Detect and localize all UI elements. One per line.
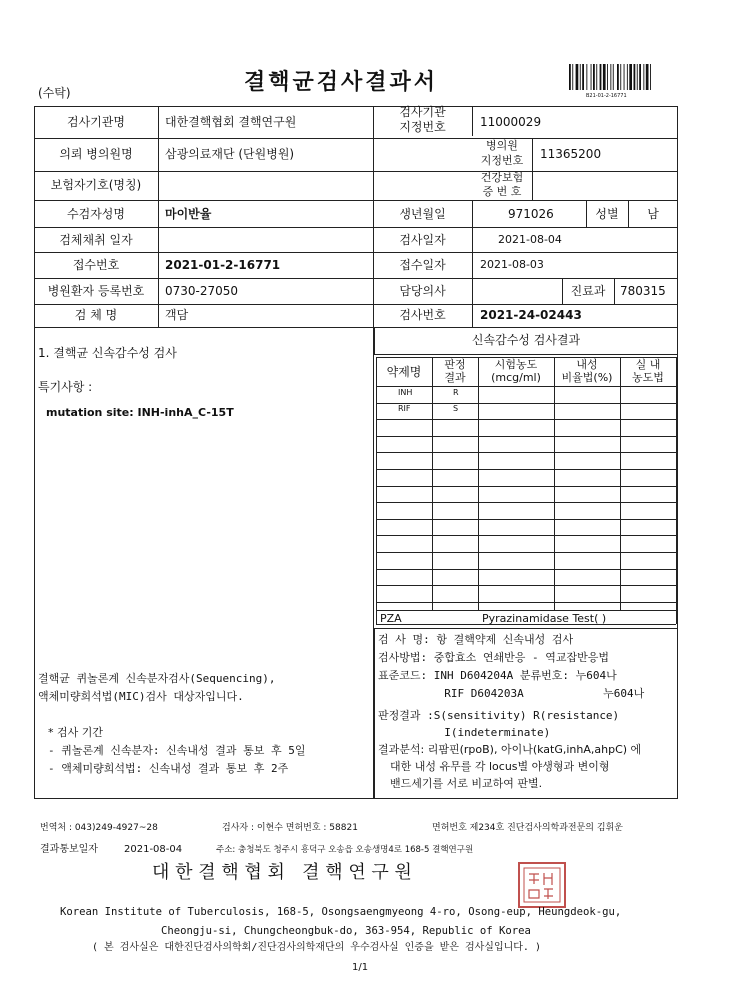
footer-examiner: 검사자 : 이현수 면허번호 : 58821 <box>222 823 358 833</box>
specimen-value: 객담 <box>165 308 189 322</box>
test-date-value: 2021-08-04 <box>498 233 562 246</box>
grid-line <box>554 357 555 610</box>
official-seal-icon <box>516 860 568 910</box>
reg-no-value: 0730-27050 <box>165 284 239 298</box>
test-date-label: 검사일자 <box>399 233 446 247</box>
hospital-label: 의뢰 병의원명 <box>59 147 133 161</box>
grid-line <box>376 486 676 487</box>
col-conc-2: (mcg/ml) <box>491 371 541 384</box>
barcode <box>568 64 674 92</box>
col-conc-1: 시험농도 <box>494 358 538 371</box>
col-ratio-1: 내성 <box>576 358 598 371</box>
note-line-2: 액체미량희석법(MIC)검사 대상자입니다. <box>38 690 244 703</box>
birth-value: 971026 <box>508 207 554 221</box>
dept-value: 780315 <box>620 284 666 298</box>
sex-value: 남 <box>647 207 659 221</box>
footer-en-line-1: Korean Institute of Tuberculosis, 168-5, Osongsaengmyeong 4-ro, Osong-eup, Heungdeok-gu, <box>60 906 622 918</box>
judge-rif: S <box>453 404 459 413</box>
grid-line <box>376 569 676 570</box>
grid-line <box>376 552 676 553</box>
grid-line <box>376 585 676 586</box>
insurance-no-label-2: 증 번 호 <box>482 185 522 198</box>
judge-line-2: I(indeterminate) <box>378 726 551 739</box>
method-code-1: 표준코드: INH D604204A 분류번호: 누604나 <box>378 669 617 682</box>
analysis-line-2: 대한 내성 유무를 각 locus별 야생형과 변이형 <box>390 760 610 773</box>
patient-value: 마이반율 <box>165 207 212 221</box>
sex-label: 성별 <box>595 207 619 221</box>
grid-line <box>376 602 676 603</box>
reg-no-label: 병원환자 등록번호 <box>47 284 145 298</box>
drug-rif: RIF <box>398 404 411 413</box>
judge-inh: R <box>453 388 459 397</box>
footer-en-line-2: Cheongju-si, Chungcheongbuk-do, 363-954, Republic of Korea <box>161 925 531 937</box>
method-code-2: RIF D604203A 누604나 <box>378 687 645 700</box>
mutation-site: mutation site: INH-inhA_C-15T <box>46 406 234 419</box>
pza-label: PZA <box>380 612 402 625</box>
specimen-label: 검 체 명 <box>74 308 118 322</box>
period-title: * 검사 기간 <box>48 726 103 739</box>
grid-line <box>376 403 676 404</box>
results-title: 신속감수성 검사결과 <box>471 333 581 347</box>
method-method: 검사방법: 중합효소 연쇄반응 - 역교잡반응법 <box>378 651 610 664</box>
grid-line <box>376 386 676 387</box>
birth-label: 생년월일 <box>399 207 446 221</box>
agency-no-label-2: 지정번호 <box>399 120 446 134</box>
drug-inh: INH <box>398 388 413 397</box>
footer-cert-line: ( 본 검사실은 대한진단검사의학회/진단검사의학재단의 우수검사실 인증을 받은 검사실입니다. ) <box>92 942 541 953</box>
dept-label: 진료과 <box>570 284 606 298</box>
grid-line <box>376 502 676 503</box>
agency-no-label-1: 검사기관 <box>399 105 446 119</box>
grid-line <box>676 357 677 624</box>
grid-line <box>376 357 377 624</box>
col-judge-2: 결과 <box>444 371 466 384</box>
col-ratio-2: 비율법(%) <box>561 371 613 384</box>
receipt-date-value: 2021-08-03 <box>480 258 544 271</box>
hospital-value: 삼광의료재단 (단원병원) <box>165 147 295 161</box>
agency-value: 대한결핵협회 결핵연구원 <box>165 115 297 129</box>
grid-line <box>376 535 676 536</box>
judge-line-1: 판정결과 :S(sensitivity) R(resistance) <box>378 709 620 722</box>
period-line-1: - 퀴놀론계 신속분자: 신속내성 결과 통보 후 5일 <box>48 744 306 757</box>
pza-value: Pyrazinamidase Test( ) <box>482 612 607 625</box>
grid-line <box>432 357 433 610</box>
grid-line <box>376 610 676 611</box>
agency-no-value: 11000029 <box>480 115 542 129</box>
collect-label: 검체채취 일자 <box>59 233 133 247</box>
note-line-1: 결핵균 퀴놀론계 신속분자검사(Sequencing), <box>38 672 276 685</box>
notify-date: 2021-08-04 <box>124 844 183 855</box>
footer-license: 면허번호 제234호 진단검사의학과전문의 김휘운 <box>432 823 623 833</box>
doctor-label: 담당의사 <box>399 284 446 298</box>
period-line-2: - 액체미량희석법: 신속내성 결과 통보 후 2주 <box>48 762 289 775</box>
test-no-value: 2021-24-02443 <box>480 308 582 322</box>
footer-address: 주소: 충청북도 청주시 흥덕구 오송읍 오송생명4로 168-5 결핵연구원 <box>216 845 474 855</box>
receipt-no-value: 2021-01-2-16771 <box>165 258 281 272</box>
notify-label: 결과통보일자 <box>40 844 98 855</box>
footer-phone: 번역처 : 043)249-4927~28 <box>40 823 158 833</box>
method-name: 검 사 명: 항 결핵약제 신속내성 검사 <box>378 633 574 646</box>
col-crit-2: 농도법 <box>632 371 664 384</box>
col-drug: 약제명 <box>386 365 422 379</box>
hospital-no-label-2: 지정번호 <box>480 154 524 167</box>
hospital-no-label-1: 병의원 <box>486 139 518 152</box>
test-no-label: 검사번호 <box>399 308 446 322</box>
analysis-line-1: 결과분석: 리팜핀(rpoB), 아이나(katG,inhA,ahpC) 에 <box>378 743 642 756</box>
agency-label: 검사기관명 <box>67 115 125 129</box>
analysis-line-3: 밴드세기를 서로 비교하여 판별. <box>390 777 543 790</box>
receipt-date-label: 접수일자 <box>399 258 446 272</box>
test-item: 1. 결핵균 신속감수성 검사 <box>38 346 177 360</box>
barcode-text: B21-01-2-16771 <box>586 93 627 99</box>
org-name: 대 한 결 핵 협 회 결 핵 연 구 원 <box>152 862 412 883</box>
receipt-no-label: 접수번호 <box>72 258 120 272</box>
grid-line <box>376 469 676 470</box>
document-title: 결핵균검사결과서 <box>244 70 439 95</box>
grid-line <box>620 357 621 610</box>
remarks-label: 특기사항 : <box>38 380 93 394</box>
col-judge-1: 판정 <box>444 358 466 371</box>
grid-line <box>376 519 676 520</box>
grid-line <box>376 436 676 437</box>
receipt-mark: (수탁) <box>38 86 71 100</box>
patient-label: 수검자성명 <box>67 207 125 221</box>
insurer-label: 보험자기호(명칭) <box>50 178 142 192</box>
hospital-no-value: 11365200 <box>540 147 602 161</box>
insurance-no-label-1: 건강보험 <box>480 171 524 184</box>
grid-line <box>376 452 676 453</box>
grid-line <box>478 357 479 610</box>
grid-line <box>376 419 676 420</box>
page-number: 1/1 <box>352 962 369 973</box>
col-crit-1: 실 내 <box>635 358 661 371</box>
